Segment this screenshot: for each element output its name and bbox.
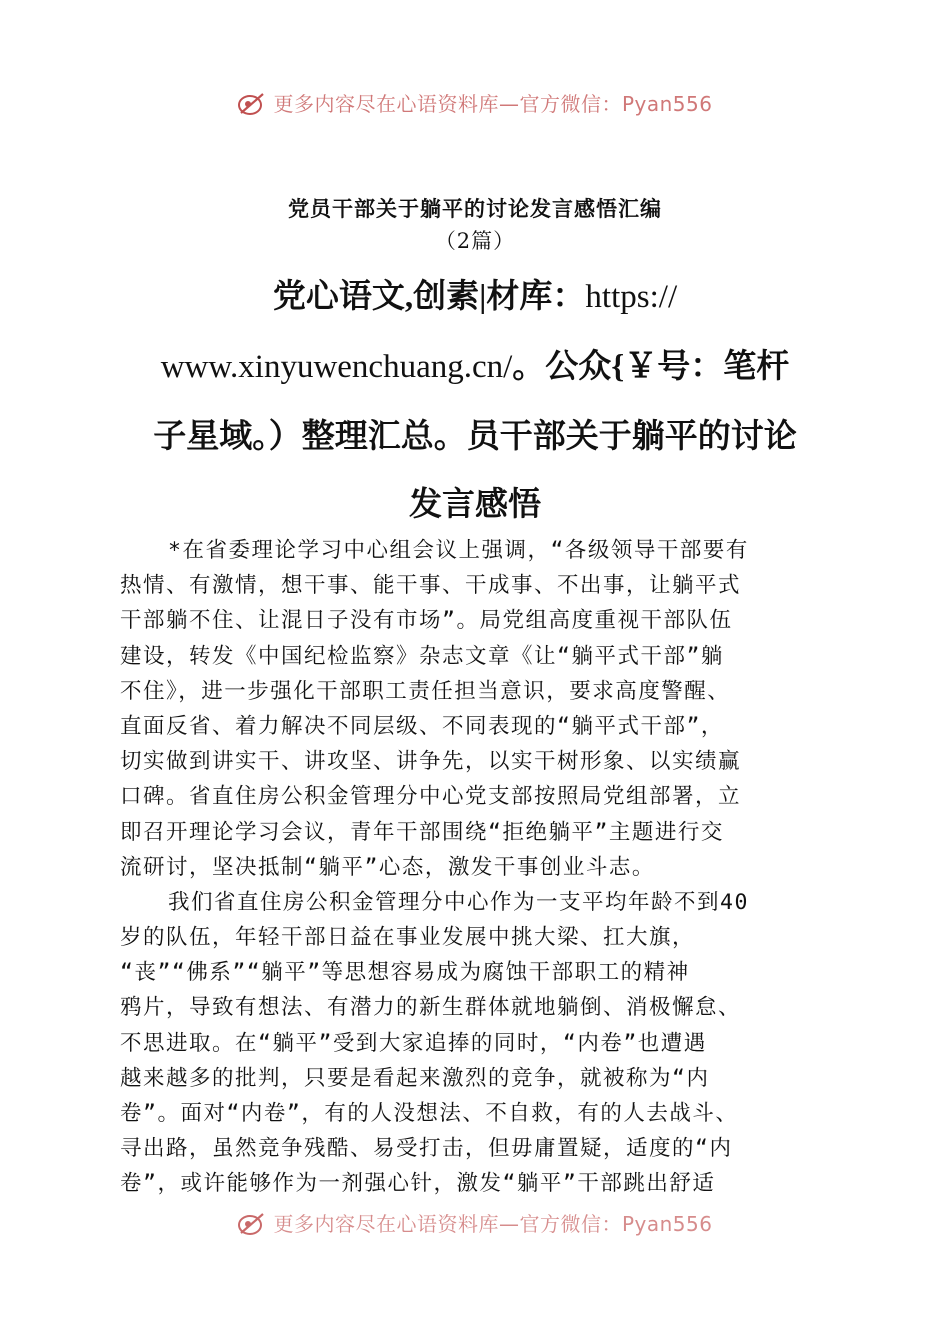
banner-line-1 — [0, 270, 950, 317]
watermark-text: 更多内容尽在心语资料库—官方微信：Pyan556 — [273, 92, 713, 116]
body-text — [120, 533, 832, 1202]
watermark-text: 更多内容尽在心语资料库—官方微信：Pyan556 — [273, 1212, 713, 1236]
body-line: 鸦片，导致有想法、有潜力的新生群体就地躺倒、消极懈怠、 — [120, 995, 742, 1021]
banner-url-part-1: https:// — [585, 279, 678, 315]
body-line: “丧”“佛系”“躺平”等思想容易成为腐蚀干部职工的精神 — [120, 960, 690, 986]
quill-logo-icon — [237, 91, 267, 117]
body-line: 热情、有激情，想干事、能干事、干成事、不出事，让躺平式 — [120, 573, 742, 599]
banner-line-1-bold: 党心语文,创素|材库： — [272, 279, 586, 315]
quill-logo-icon — [237, 1211, 267, 1237]
footer-watermark — [0, 1208, 950, 1237]
banner-line-2-bold: 。公众{￥号：笔杆 — [512, 349, 790, 385]
body-line: 干部躺不住、让混日子没有市场”。局党组高度重视干部队伍 — [120, 608, 733, 634]
document-title: 党员干部关于躺平的讨论发言感悟汇编 — [288, 196, 662, 221]
body-line: 直面反省、着力解决不同层级、不同表现的“躺平式干部”， — [120, 713, 724, 739]
banner-line-4: 发言感悟 — [409, 487, 541, 523]
body-line: 口碑。省直住房公积金管理分中心党支部按照局党组部署，立 — [120, 784, 742, 810]
body-line: 越来越多的批判，只要是看起来激烈的竞争，就被称为“内 — [120, 1065, 710, 1091]
body-line: 岁的队伍，年轻干部日益在事业发展中挑大梁、扛大旗， — [120, 925, 696, 951]
body-line: 即召开理论学习会议，青年干部围绕“拒绝躺平”主题进行交 — [120, 819, 724, 845]
body-line: 流研讨，坚决抵制“躺平”心态，激发干事创业斗志。 — [120, 854, 655, 880]
body-line: 寻出路，虽然竞争残酷、易受打击，但毋庸置疑，适度的“内 — [120, 1136, 733, 1162]
body-line: *在省委理论学习中心组会议上强调，“各级领导干部要有 — [168, 538, 749, 563]
banner-url-part-2: www.xinyuwenchuang.cn/ — [160, 349, 513, 385]
body-line: 我们省直住房公积金管理分中心作为一支平均年龄不到40 — [168, 889, 749, 915]
body-line: 不思进取。在“躺平”受到大家追捧的同时，“内卷”也遭遇 — [120, 1030, 707, 1056]
banner-line-3: 子星域。）整理汇总。员干部关于躺平的讨论 — [153, 419, 797, 455]
document-subtitle: （2篇） — [434, 229, 516, 253]
body-line: 切实做到讲实干、讲攻坚、讲争先，以实干树形象、以实绩赢 — [120, 749, 742, 775]
body-line: 卷”，或许能够作为一剂强心针，激发“躺平”干部跳出舒适 — [120, 1171, 716, 1197]
body-line: 不住》，进一步强化干部职工责任担当意识，要求高度警醒、 — [120, 678, 731, 704]
banner-line-2 — [0, 340, 950, 387]
body-line: 卷”。面对“内卷”，有的人没想法、不自救，有的人去战斗、 — [120, 1101, 739, 1126]
body-line: 建设，转发《中国纪检监察》杂志文章《让“躺平式干部”躺 — [120, 643, 724, 669]
header-watermark — [0, 88, 950, 117]
